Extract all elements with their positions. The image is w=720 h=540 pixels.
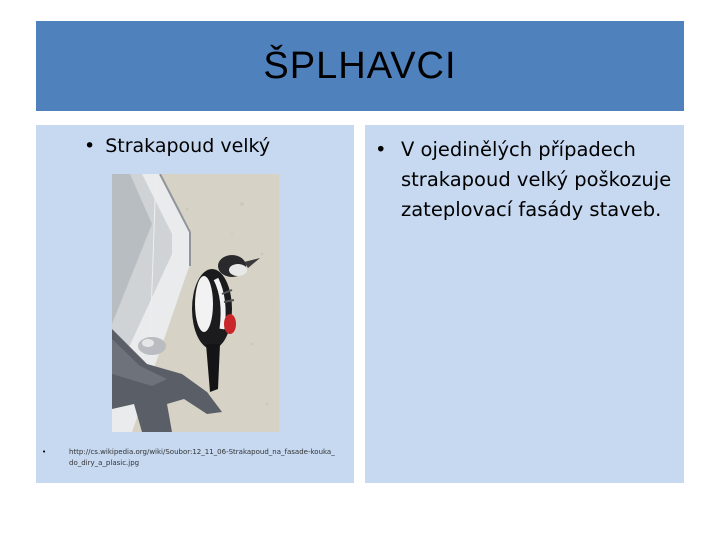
left-content-panel xyxy=(36,125,354,483)
woodpecker-photo xyxy=(112,174,279,432)
left-heading: Strakapoud velký xyxy=(105,135,271,157)
right-bullet-text: V ojedinělých případech strakapoud velký poškozuje zateplovací fasády staveb. xyxy=(401,138,672,221)
source-url: http://cs.wikipedia.org/wiki/Soubor:12_11_06-Strakapoud_na_fasade-kouka_do_diry_a_plasic.jpg xyxy=(69,448,335,467)
bullet-icon: • xyxy=(375,138,387,161)
title-bar xyxy=(36,21,684,111)
slide-title: ŠPLHAVCI xyxy=(263,44,457,87)
right-content-panel xyxy=(365,125,684,483)
right-bullet-item xyxy=(375,135,680,225)
small-bullet-icon: • xyxy=(42,448,47,456)
bullet-icon: • xyxy=(84,135,96,157)
left-bullet-item xyxy=(84,135,270,157)
